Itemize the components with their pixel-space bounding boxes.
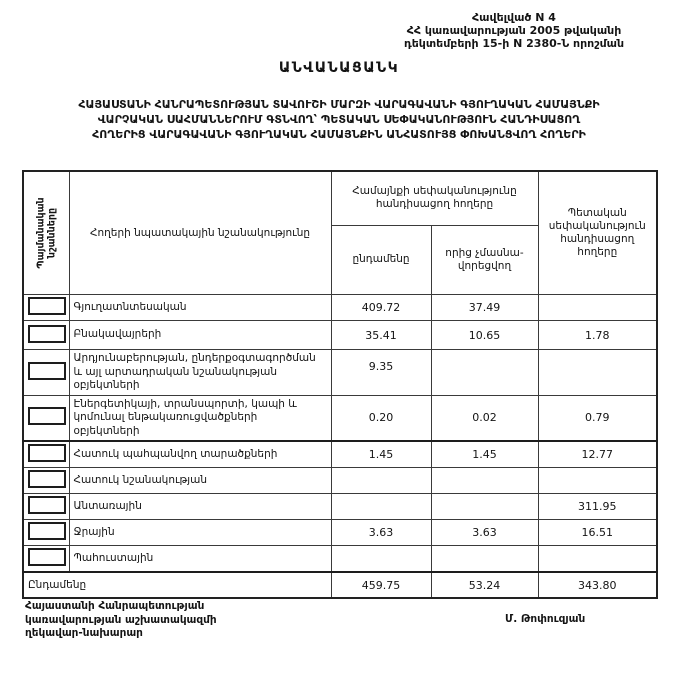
- conventional-sign-box: [28, 297, 66, 315]
- table-row: [23, 468, 657, 494]
- table-row: [23, 520, 657, 546]
- community-total-value: [331, 468, 431, 494]
- state-value: 12.77: [538, 441, 657, 468]
- table-row: [23, 494, 657, 520]
- header-conventional-signs: [23, 171, 69, 295]
- header-community-total: ընդամենը: [331, 225, 431, 294]
- land-category-label: Պահուստային: [69, 546, 331, 573]
- signatory-line-2: կառավարության աշխատակազմի: [25, 613, 217, 626]
- header-conventional-signs-label: Պայմանական նշանները: [35, 197, 58, 269]
- total-community-not-privatized-value: 53.24: [431, 572, 538, 598]
- community-not-privatized-value: 37.49: [431, 295, 538, 321]
- conventional-sign-box: [28, 407, 66, 425]
- conventional-sign-box: [28, 470, 66, 488]
- sign-cell: [23, 468, 69, 494]
- table-row: [23, 295, 657, 321]
- conventional-sign-box: [28, 444, 66, 462]
- sign-cell: [23, 520, 69, 546]
- subtitle-line-2: ՎԱՐՉԱԿԱՆ ՍԱՀՄԱՆՆԵՐՈՒՄ ԳՏՆՎՈՂ՝ ՊԵՏԱԿԱՆ ՍԵՓԱԿԱՆՈՒԹՅՈՒՆ ՀԱՆԴԻՍԱՑՈՂ: [97, 113, 581, 126]
- community-not-privatized-value: 1.45: [431, 441, 538, 468]
- table-row: [23, 546, 657, 573]
- conventional-sign-box: [28, 496, 66, 514]
- total-state-value: 343.80: [538, 572, 657, 598]
- land-category-label: Անտառային: [69, 494, 331, 520]
- header-land-purpose: Հողերի նպատակային նշանակությունը: [69, 171, 331, 295]
- annex-line-2: ՀՀ կառավարության 2005 թվականի: [406, 24, 622, 37]
- page-title: ԱՆՎԱՆԱՑԱՆԿ: [278, 60, 400, 76]
- land-category-label: Էներգետիկայի, տրանսպորտի, կապի և կոմունալ ենթակառուցվածքների օբյեկտների: [69, 395, 331, 441]
- community-not-privatized-value: 0.02: [431, 395, 538, 441]
- community-total-value: 1.45: [331, 441, 431, 468]
- total-row: [23, 572, 657, 598]
- table-row: [23, 350, 657, 396]
- community-total-value: 409.72: [331, 295, 431, 321]
- header-community-group: Համայնքի սեփականությունը հանդիսացող հողերը: [331, 171, 538, 225]
- sign-cell: [23, 321, 69, 350]
- total-row-label: Ընդամենը: [23, 572, 331, 598]
- state-value: [538, 350, 657, 396]
- total-community-total-value: 459.75: [331, 572, 431, 598]
- community-not-privatized-value: [431, 350, 538, 396]
- state-value: 1.78: [538, 321, 657, 350]
- community-total-value: 35.41: [331, 321, 431, 350]
- sign-cell: [23, 295, 69, 321]
- community-total-value: [331, 546, 431, 573]
- state-value: [538, 295, 657, 321]
- conventional-sign-box: [28, 522, 66, 540]
- state-value: 16.51: [538, 520, 657, 546]
- land-category-label: Գյուղատնտեսական: [69, 295, 331, 321]
- header-state-property: Պետական սեփականություն հանդիսացող հողերը: [538, 171, 657, 295]
- state-value: 0.79: [538, 395, 657, 441]
- community-not-privatized-value: [431, 546, 538, 573]
- vertical-header-wrap: [28, 174, 65, 292]
- subtitle-line-1: ՀԱՅԱՍՏԱՆԻ ՀԱՆՐԱՊԵՏՈՒԹՅԱՆ ՏԱՎՈՒՇԻ ՄԱՐԶԻ ՎԱՐԱԳԱՎԱՆԻ ԳՅՈՒՂԱԿԱՆ ՀԱՄԱՅՆՔԻ: [78, 98, 600, 111]
- land-category-label: Հատուկ պահպանվող տարածքների: [69, 441, 331, 468]
- annex-reference: [364, 11, 664, 50]
- land-category-label: Հատուկ նշանակության: [69, 468, 331, 494]
- signatory-line-3: ղեկավար-նախարար: [25, 627, 143, 639]
- signatory-title-block: [25, 600, 217, 641]
- subtitle-line-3: ՀՈՂԵՐԻՑ ՎԱՐԱԳԱՎԱՆԻ ԳՅՈՒՂԱԿԱՆ ՀԱՄԱՅՆՔԻՆ ԱՆՀԱՏՈՒՅՑ ՓՈԽԱՆՑՎՈՂ ՀՈՂԵՐԻ: [92, 128, 586, 141]
- state-value: 311.95: [538, 494, 657, 520]
- community-total-value: 3.63: [331, 520, 431, 546]
- table-row: [23, 395, 657, 441]
- land-category-label: Արդյունաբերության, ընդերքօգտագործման և այլ արտադրական նշանակության օբյեկտների: [69, 350, 331, 396]
- signatory-name: Մ. Թոփուզյան: [505, 613, 586, 625]
- conventional-sign-box: [28, 325, 66, 343]
- land-transfer-table: [22, 170, 658, 599]
- sign-cell: [23, 441, 69, 468]
- state-value: [538, 468, 657, 494]
- community-not-privatized-value: 10.65: [431, 321, 538, 350]
- sign-cell: [23, 546, 69, 573]
- state-value: [538, 546, 657, 573]
- community-not-privatized-value: [431, 494, 538, 520]
- annex-line-1: Հավելված N 4: [472, 11, 556, 24]
- signatory-line-1: Հայաստանի Հանրապետության: [25, 600, 205, 612]
- community-total-value: 9.35: [331, 350, 431, 396]
- conventional-sign-box: [28, 548, 66, 566]
- community-total-value: [331, 494, 431, 520]
- table-row: [23, 441, 657, 468]
- community-not-privatized-value: 3.63: [431, 520, 538, 546]
- document-subtitle: [0, 97, 678, 142]
- annex-line-3: դեկտեմբերի 15-ի N 2380-Ն որոշման: [403, 37, 625, 50]
- land-category-label: Ջրային: [69, 520, 331, 546]
- community-not-privatized-value: [431, 468, 538, 494]
- community-total-value: 0.20: [331, 395, 431, 441]
- land-category-label: Բնակավայրերի: [69, 321, 331, 350]
- sign-cell: [23, 350, 69, 396]
- sign-cell: [23, 395, 69, 441]
- header-community-not-privatized: որից չմասնա-վորեցվող: [431, 225, 538, 294]
- conventional-sign-box: [28, 362, 66, 380]
- table-row: [23, 321, 657, 350]
- sign-cell: [23, 494, 69, 520]
